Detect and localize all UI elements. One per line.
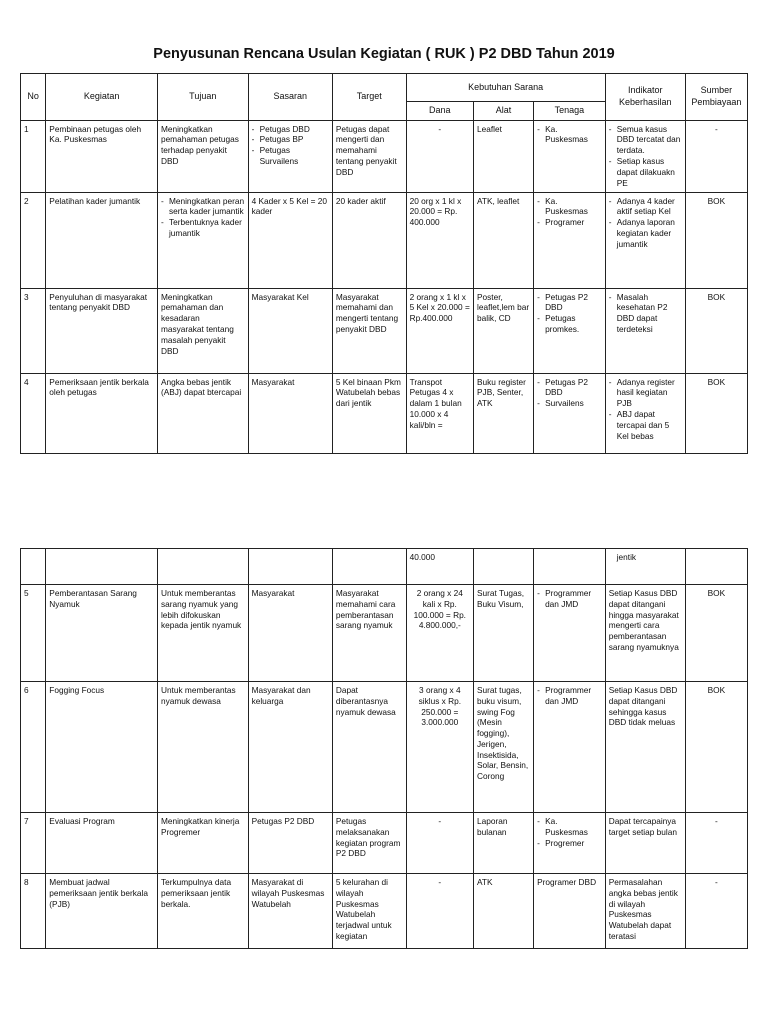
cell-tujuan: Terkumpulnya data pemeriksaan jentik berkala. <box>157 874 248 949</box>
cell-tujuan: Untuk memberantas sarang nyamuk yang lebih difokuskan kepada jentik nyamuk <box>157 585 248 682</box>
cell-kegiatan: Pelatihan kader jumantik <box>46 192 158 288</box>
cell-tenaga <box>534 373 606 453</box>
list-item: - Progremer <box>537 838 602 849</box>
cell-sasaran: Masyarakat <box>248 585 332 682</box>
list-item: - Programmer dan JMD <box>537 685 602 707</box>
list-item: - Petugas P2 DBD <box>537 377 602 399</box>
cell-dana: 40.000 <box>406 549 473 585</box>
cell-dana: 20 org x 1 kl x 20.000 = Rp. 400.000 <box>406 192 473 288</box>
list-item: - Petugas P2 DBD <box>537 292 602 314</box>
cell-tenaga <box>534 192 606 288</box>
cell-sumber: - <box>685 813 747 874</box>
cell-sumber: - <box>685 120 747 192</box>
cell-sasaran: Masyarakat dan keluarga <box>248 682 332 813</box>
cell-target: 5 kelurahan di wilayah Puskesmas Watubelah terjadwal untuk kegiatan <box>332 874 406 949</box>
cell-alat: Leaflet <box>474 120 534 192</box>
cell-alat: ATK, leaflet <box>474 192 534 288</box>
header-sasaran: Sasaran <box>248 74 332 121</box>
cell-no <box>21 549 46 585</box>
cell-no: 3 <box>21 288 46 373</box>
ruk-table-page-1 <box>20 73 748 454</box>
cell-sasaran: 4 Kader x 5 Kel = 20 kader <box>248 192 332 288</box>
cell-target: Petugas melaksanakan kegiatan program P2 DBD <box>332 813 406 874</box>
header-dana: Dana <box>406 102 473 121</box>
cell-kegiatan: Pemeriksaan jentik berkala oleh petugas <box>46 373 158 453</box>
header-target: Target <box>332 74 406 121</box>
cell-kegiatan: Pemberantasan Sarang Nyamuk <box>46 585 158 682</box>
cell-kegiatan: Evaluasi Program <box>46 813 158 874</box>
cell-target: Dapat diberantasnya nyamuk dewasa <box>332 682 406 813</box>
cell-indikator <box>605 192 685 288</box>
cell-dana: - <box>406 874 473 949</box>
cell-sasaran: Petugas P2 DBD <box>248 813 332 874</box>
list-item: - Adanya 4 kader aktif setiap Kel <box>609 196 682 218</box>
cell-alat: Surat tugas, buku visum, swing Fog (Mesin fogging), Jerigen, Insektisida, Solar, Bensin, Corong <box>474 682 534 813</box>
cell-kegiatan: Fogging Focus <box>46 682 158 813</box>
cell-sasaran: Masyarakat <box>248 373 332 453</box>
list-item: - Setiap kasus dapat dilakuakn PE <box>609 156 682 188</box>
list-item: - Meningkatkan peran serta kader jumantik <box>161 196 245 218</box>
cell-target <box>332 549 406 585</box>
ruk-table-page-2 <box>20 548 748 949</box>
header-tenaga: Tenaga <box>534 102 606 121</box>
cell-tenaga <box>534 585 606 682</box>
cell-indikator: Setiap Kasus DBD dapat ditangani hingga masyarakat mengerti cara pemberantasan sarang nyamuknya <box>605 585 685 682</box>
cell-sasaran: Masyarakat Kel <box>248 288 332 373</box>
cell-no: 7 <box>21 813 46 874</box>
cell-sumber: BOK <box>685 585 747 682</box>
cell-alat: Surat Tugas, Buku Visum, <box>474 585 534 682</box>
list-item: - Adanya register hasil kegiatan PJB <box>609 377 682 409</box>
list-item: - Masalah kesehatan P2 DBD dapat terdeteksi <box>609 292 682 335</box>
cell-alat: Poster, leaflet,lem bar balik, CD <box>474 288 534 373</box>
header-kebutuhan-sarana: Kebutuhan Sarana <box>406 74 605 102</box>
cell-indikator <box>605 373 685 453</box>
cell-tujuan <box>157 549 248 585</box>
cell-alat <box>474 549 534 585</box>
cell-kegiatan: Pembinaan petugas oleh Ka. Puskesmas <box>46 120 158 192</box>
header-no: No <box>21 74 46 121</box>
cell-tujuan: Meningkatkan kinerja Progremer <box>157 813 248 874</box>
cell-alat: Laporan bulanan <box>474 813 534 874</box>
cell-dana: 2 orang x 1 kl x 5 Kel x 20.000 = Rp.400.000 <box>406 288 473 373</box>
cell-target: 20 kader aktif <box>332 192 406 288</box>
cell-tujuan <box>157 192 248 288</box>
header-alat: Alat <box>474 102 534 121</box>
cell-alat: Buku register PJB, Senter, ATK <box>474 373 534 453</box>
cell-dana: Transpot Petugas 4 x dalam 1 bulan 10.000 x 4 kali/bln = <box>406 373 473 453</box>
cell-dana: - <box>406 813 473 874</box>
list-item: - Programmer dan JMD <box>537 588 602 610</box>
cell-no: 4 <box>21 373 46 453</box>
cell-dana: 3 orang x 4 siklus x Rp. 250.000 = 3.000.000 <box>406 682 473 813</box>
table-row <box>21 682 748 813</box>
cell-no: 1 <box>21 120 46 192</box>
cell-tenaga <box>534 682 606 813</box>
table-row <box>21 585 748 682</box>
list-item: - Ka. Puskesmas <box>537 196 602 218</box>
cell-sumber: BOK <box>685 373 747 453</box>
cell-tenaga <box>534 288 606 373</box>
page-title: Penyusunan Rencana Usulan Kegiatan ( RUK ) P2 DBD Tahun 2019 <box>153 46 615 62</box>
cell-dana: - <box>406 120 473 192</box>
cell-tujuan: Untuk memberantas nyamuk dewasa <box>157 682 248 813</box>
cell-indikator: jentik <box>605 549 685 585</box>
header-sumber: Sumber Pembiayaan <box>685 74 747 121</box>
cell-kegiatan: Penyuluhan di masyarakat tentang penyakit DBD <box>46 288 158 373</box>
list-item: - Petugas BP <box>252 134 329 145</box>
cell-tenaga <box>534 120 606 192</box>
list-item: - Ka. Puskesmas <box>537 124 602 146</box>
header-indikator: Indikator Keberhasilan <box>605 74 685 121</box>
cell-indikator: Dapat tercapainya target setiap bulan <box>605 813 685 874</box>
cell-indikator: Permasalahan angka bebas jentik di wilayah Puskesmas Watubelah dapat teratasi <box>605 874 685 949</box>
cell-alat: ATK <box>474 874 534 949</box>
cell-kegiatan: Membuat jadwal pemeriksaan jentik berkala (PJB) <box>46 874 158 949</box>
table-row <box>21 874 748 949</box>
list-item: - Programer <box>537 217 602 228</box>
cell-no: 6 <box>21 682 46 813</box>
cell-tenaga: Programer DBD <box>534 874 606 949</box>
header-tujuan: Tujuan <box>157 74 248 121</box>
list-item: - Petugas Survailens <box>252 145 329 167</box>
table-row <box>21 373 748 453</box>
list-item: - Semua kasus DBD tercatat dan terdata. <box>609 124 682 156</box>
cell-sumber: BOK <box>685 682 747 813</box>
cell-target: Petugas dapat mengerti dan memahami tentang penyakit DBD <box>332 120 406 192</box>
cell-sumber: BOK <box>685 288 747 373</box>
header-kegiatan: Kegiatan <box>46 74 158 121</box>
cell-tujuan: Meningkatkan pemahaman petugas terhadap penyakit DBD <box>157 120 248 192</box>
list-item: - Ka. Puskesmas <box>537 816 602 838</box>
cell-sasaran <box>248 549 332 585</box>
cell-sumber: BOK <box>685 192 747 288</box>
list-item: - ABJ dapat tercapai dan 5 Kel bebas <box>609 409 682 441</box>
cell-tujuan: Angka bebas jentik (ABJ) dapat btercapai <box>157 373 248 453</box>
table-row <box>21 120 748 192</box>
list-item: - Survailens <box>537 398 602 409</box>
cell-tenaga <box>534 813 606 874</box>
cell-kegiatan <box>46 549 158 585</box>
table-row-continuation <box>21 549 748 585</box>
table-row <box>21 288 748 373</box>
cell-target: Masyarakat memahami dan mengerti tentang penyakit DBD <box>332 288 406 373</box>
cell-target: Masyarakat memahami cara pemberantasan sarang nyamuk <box>332 585 406 682</box>
cell-sasaran: Masyarakat di wilayah Puskesmas Watubelah <box>248 874 332 949</box>
cell-no: 8 <box>21 874 46 949</box>
cell-sumber <box>685 549 747 585</box>
cell-target: 5 Kel binaan Pkm Watubelah bebas dari jentik <box>332 373 406 453</box>
cell-dana: 2 orang x 24 kali x Rp. 100.000 = Rp. 4.800.000,- <box>406 585 473 682</box>
cell-sumber: - <box>685 874 747 949</box>
cell-indikator <box>605 288 685 373</box>
list-item: - Terbentuknya kader jumantik <box>161 217 245 239</box>
cell-no: 5 <box>21 585 46 682</box>
list-item: - Petugas promkes. <box>537 313 602 335</box>
cell-indikator <box>605 120 685 192</box>
table-row <box>21 192 748 288</box>
cell-tujuan: Meningkatkan pemahaman dan kesadaran masyarakat tentang masalah penyakit DBD <box>157 288 248 373</box>
list-item: - Adanya laporan kegiatan kader jumantik <box>609 217 682 249</box>
cell-tenaga <box>534 549 606 585</box>
list-item: - Petugas DBD <box>252 124 329 135</box>
table-row <box>21 813 748 874</box>
cell-sasaran <box>248 120 332 192</box>
cell-no: 2 <box>21 192 46 288</box>
cell-indikator: Setiap Kasus DBD dapat ditangani sehingga kasus DBD tidak meluas <box>605 682 685 813</box>
